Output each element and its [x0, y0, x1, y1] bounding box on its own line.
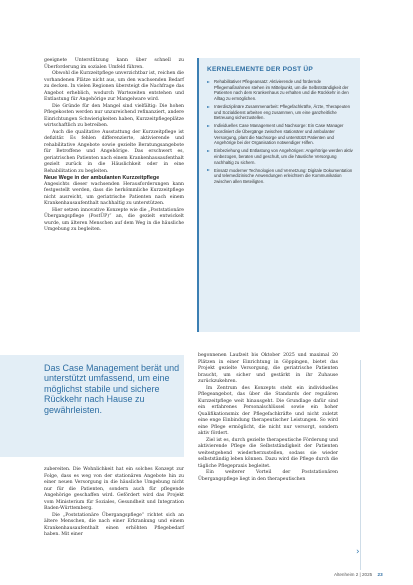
info-box-item: [207, 79, 355, 101]
paragraph: Obwohl die Kurzzeitpflege unverzichtbar ist, reichen die vorhandenen Plätze nicht aus, um den wachsenden Bedarf zu decken. In vielen Regionen übersteigt die Nachfrage das Angebot erheblich, wodurch Wartezeiten entstehen und Entlastung für Angehörige zur Mangelware wird.: [44, 71, 184, 102]
paragraph: Ziel ist es, durch gezielte therapeutische Förderung und aktivierende Pflege die Selbstständigkeit der Patienten weitestgehend wiederherzustellen, sodass sie wieder selbstständig leben können. Dazu wird die Pflege durch die tägliche Pflegepraxis begleitet.: [198, 437, 338, 469]
article-column-left-bottom: [44, 467, 184, 539]
info-box-item-text: Einbeziehung und Entlastung von Angehörigen: Angehörige werden aktiv einbezogen, beraten und geschult, um die häusliche Versorgung nachhaltig zu sichern.: [214, 148, 353, 165]
triangle-bullet-icon: [207, 150, 210, 152]
info-box-item: [207, 104, 355, 121]
info-box-item-text: Rehabilitativer Pflegeansatz: Aktivierende und fördernde Pflegemaßnahmen stehen im Mittelpunkt, um die Selbstständigkeit der Patienten nach dem Krankenhaus zu erhalten und die Rückkehr in den Alltag zu ermöglichen.: [214, 79, 349, 101]
paragraph: Im Zentrum des Konzepts steht ein individuelles Pflegeangebot, das über die Standards der regulären Kurzzeitpflege weit hinausgeht. Die Grundlage dafür sind ein erfahrenes Personalschlüssel sowie ein hoher Qualifikationsmix der Pflegefachkräfte und nicht zuletzt eine enge Einbindung therapeutischer Leistungen. So wird eine Pflege ermöglicht, die nicht nur versorgt, sondern aktiv fördert.: [198, 385, 338, 436]
pull-quote: [0, 355, 184, 457]
triangle-bullet-icon: [207, 169, 210, 171]
paragraph: Ein weiterer Vorteil der Poststationären Übergangspflege liegt in den therapeutischen: [198, 470, 338, 482]
info-box-title: KERNELEMENTE DER POST ÜP: [207, 66, 313, 73]
page-number: 23: [377, 572, 383, 577]
pull-quote-text: Das Case Management berät und unterstützt umfassend, um eine möglichst stabile und sichere Rückkehr nach Hause zu gewährleisten.: [44, 363, 180, 415]
paragraph: Angesichts dieser wachsenden Herausforderungen kann festgestellt werden, dass die herkömmliche Kurzzeitpflege nicht ausreicht, um geriatrische Patienten nach einem Krankenhausaufenthalt nachhaltig zu unterstützen.: [44, 181, 184, 206]
paragraph: begonnenen Laufzeit bis Oktober 2025 und maximal 20 Plätzen in einer Einrichtung in Göppingen, bietet das Projekt gezielte Versorgung, die geriatrische Patienten braucht, um sicher und gestärkt in ihr Zuhause zurückzukehren.: [198, 353, 338, 384]
article-column-right-bottom: [198, 353, 338, 483]
info-box-item-text: Individuelles Case Management und Nachsorge: Ein Case Manager koordiniert die Übergänge zwischen stationärer und ambulanter Versorgung, plant die Nachsorge und unterstützt Patienten und Angehörige bei der Organisation notwendiger Hilfen.: [214, 123, 344, 146]
info-box-item-text: Interdisziplinäre Zusammenarbeit: Pflegefachkräfte, Ärzte, Therapeuten und Sozialdienst arbeiten eng zusammen, um eine ganzheitliche Betreuung sicherzustellen.: [214, 103, 351, 121]
paragraph: zubereiten. Die Wohnlichkeit hat ein solches Konzept zur Folge, dass es weg von der stationären Angebote hin zu einer neuen Versorgung in die häusliche Umgebung nicht nur für die Patienten, sondern auch für pflegende Angehörige geschaffen wird. Gefördert wird das Projekt vom Ministerium für Soziales, Gesundheit und Integration Baden-Württemberg.: [44, 467, 184, 511]
triangle-bullet-icon: [207, 81, 210, 83]
info-box-item-text: Einsatz moderner Technologien und Vernetzung: Digitale Dokumentation und telemedizinische Anwendungen erleichtern die Kommunikation zwischen allen Beteiligten.: [214, 167, 353, 184]
journal-name: Altenheim 2 | 2025: [334, 572, 373, 577]
info-box-list: [207, 79, 355, 187]
chevron-right-icon: ›: [356, 547, 360, 557]
section-heading: Neue Wege in der ambulanten Kurzzeitpflege: [44, 175, 160, 181]
paragraph: Auch die qualitative Ausstattung der Kurzzeitpflege ist defizitär. Es fehlen differenzierte, aktivierende und rehabilitative Angebote sowie gezielte Beratungsangebote für Betroffene und Angehörige. Das erschwert es, geriatrischen Patienten nach einem Krankenhausaufenthalt gezielt zurück in die Häuslichkeit oder in eine Rehabilitation zu begleiten.: [44, 129, 184, 174]
paragraph: geeignete Unterstützung kann über schnell zu Überforderung im sozialen Umfeld führen.: [44, 58, 184, 70]
triangle-bullet-icon: [207, 125, 210, 127]
column-rule: [360, 360, 361, 570]
paragraph: Hier setzen innovative Konzepte wie die „Poststationäre Übergangspflege (PostÜP)“ an, die gezielt entwickelt wurde, um älteren Menschen auf dem Weg in die häusliche Umgebung zu begleiten.: [44, 207, 184, 232]
info-box-item: [207, 148, 355, 165]
triangle-bullet-icon: [207, 106, 210, 108]
info-box-item: [207, 123, 355, 145]
paragraph: Die Gründe für den Mangel sind vielfältig: Die hohen Pflegekosten werden nur unzureichend refinanziert, andere Einrichtungen Schwierigkeiten haben, Kurzzeitpflegeplätze wirtschaftlich zu betreiben.: [44, 103, 184, 128]
info-box: [197, 58, 360, 332]
article-column-left-top: [44, 58, 184, 234]
paragraph: Die „Poststationäre Übergangspflege“ richtet sich an ältere Menschen, die nach einer Erkrankung und einem Krankenhausaufenthalt einen erhöhten Pflegebedarf haben. Mit einer: [44, 512, 184, 537]
info-box-item: [207, 168, 355, 185]
page-footer: [334, 572, 383, 577]
